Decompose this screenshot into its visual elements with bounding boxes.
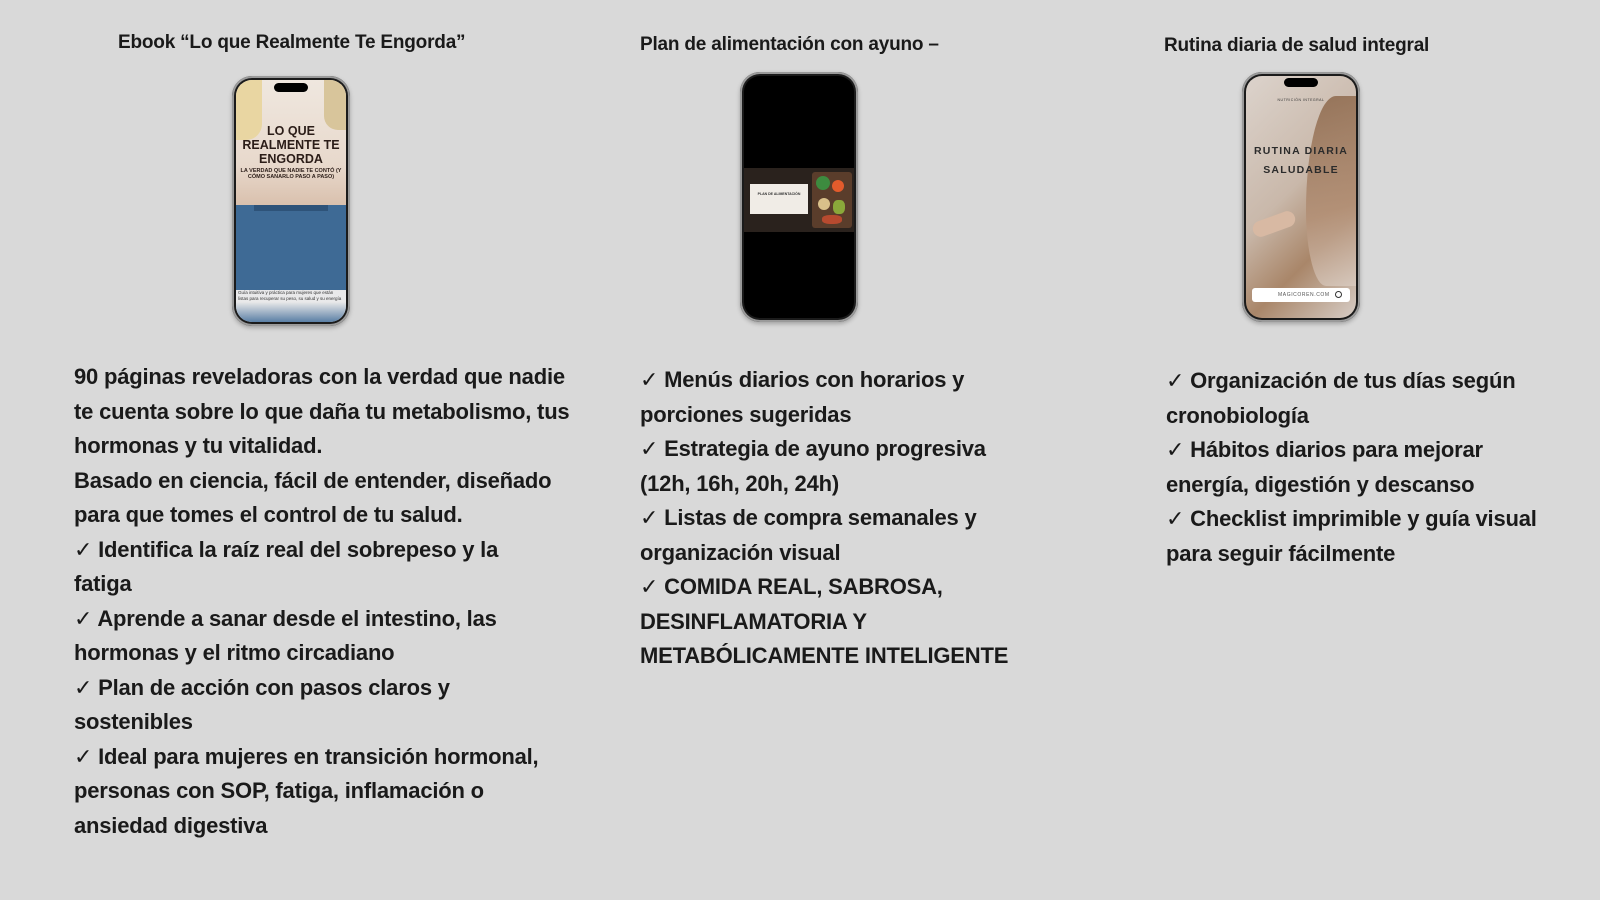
phone-notch	[1284, 78, 1318, 87]
feature-line: fatiga	[74, 571, 132, 596]
description-line: 90 páginas reveladoras con la verdad que nadie	[74, 364, 565, 389]
feature-line: energía, digestión y descanso	[1166, 471, 1475, 497]
description-line: para que tomes el control de tu salud.	[74, 502, 463, 527]
feature-line: organización visual	[640, 539, 841, 565]
feature-line: sostenibles	[74, 709, 193, 734]
description-line: te cuenta sobre lo que daña tu metabolismo, tus	[74, 398, 570, 424]
feature-line: DESINFLAMATORIA Y	[640, 608, 867, 634]
feature-line: ✓ Organización de tus días según	[1166, 368, 1516, 393]
routine-cover-image	[1246, 76, 1356, 318]
feature-line: ansiedad digestiva	[74, 812, 268, 838]
phone-mockup	[232, 76, 350, 326]
phone-mockup	[740, 72, 858, 322]
search-icon	[1335, 291, 1342, 298]
search-text: MAGICOREN.COM	[1278, 292, 1330, 298]
product-description	[640, 363, 1008, 674]
cover-footer: Guía intuitiva y práctica para mujeres que están listas para recuperar su peso, su salud y su energía	[238, 290, 342, 301]
feature-line: cronobiología	[1166, 402, 1309, 428]
cover-title-line: RUTINA DIARIA	[1254, 145, 1348, 157]
description-line: Basado en ciencia, fácil de entender, diseñado	[74, 467, 552, 493]
feature-line: METABÓLICAMENTE INTELIGENTE	[640, 643, 1009, 668]
feature-line: para seguir fácilmente	[1166, 540, 1396, 566]
feature-line: ✓ Hábitos diarios para mejorar	[1166, 437, 1483, 462]
feature-line: ✓ Plan de acción con pasos claros y	[74, 674, 450, 700]
feature-line: ✓ Checklist imprimible y guía visual	[1166, 506, 1537, 531]
cover-subtitle: LA VERDAD QUE NADIE TE CONTÓ (Y CÓMO SANARLO PASO A PASO)	[240, 168, 342, 180]
product-title: Rutina diaria de salud integral	[1164, 35, 1430, 56]
cover-title-line: SALUDABLE	[1263, 164, 1339, 176]
product-description	[1166, 364, 1537, 571]
feature-line: porciones sugeridas	[640, 401, 852, 427]
feature-line: ✓ Ideal para mujeres en transición hormonal,	[74, 743, 539, 769]
product-title: Ebook “Lo que Realmente Te Engorda”	[118, 32, 466, 53]
feature-line: ✓ Menús diarios con horarios y	[640, 367, 965, 392]
cover-search-bar	[1252, 288, 1350, 302]
feature-line: ✓ Identifica la raíz real del sobrepeso y la	[74, 536, 499, 562]
cover-title: LO QUE REALMENTE TE ENGORDA	[242, 124, 340, 166]
cover-brand: NUTRICIÓN INTEGRAL	[1277, 98, 1325, 102]
feature-line: ✓ COMIDA REAL, SABROSA,	[640, 574, 943, 599]
phone-mockup	[1242, 72, 1360, 322]
feature-line: ✓ Aprende a sanar desde el intestino, las	[74, 605, 497, 631]
feature-line: hormonas y el ritmo circadiano	[74, 640, 395, 665]
feature-line: (12h, 16h, 20h, 24h)	[640, 470, 839, 496]
meal-plan-cover-image	[744, 76, 854, 318]
phone-notch	[274, 83, 308, 92]
product-title: Plan de alimentación con ayuno –	[640, 34, 939, 55]
cover-title: PLAN DE ALIMENTACIÓN	[750, 184, 808, 214]
product-description	[74, 360, 569, 843]
feature-line: ✓ Estrategia de ayuno progresiva	[640, 436, 986, 461]
feature-line: ✓ Listas de compra semanales y	[640, 505, 977, 530]
description-line: hormonas y tu vitalidad.	[74, 433, 323, 458]
ebook-cover-image	[236, 80, 346, 322]
feature-line: personas con SOP, fatiga, inflamación o	[74, 778, 484, 803]
